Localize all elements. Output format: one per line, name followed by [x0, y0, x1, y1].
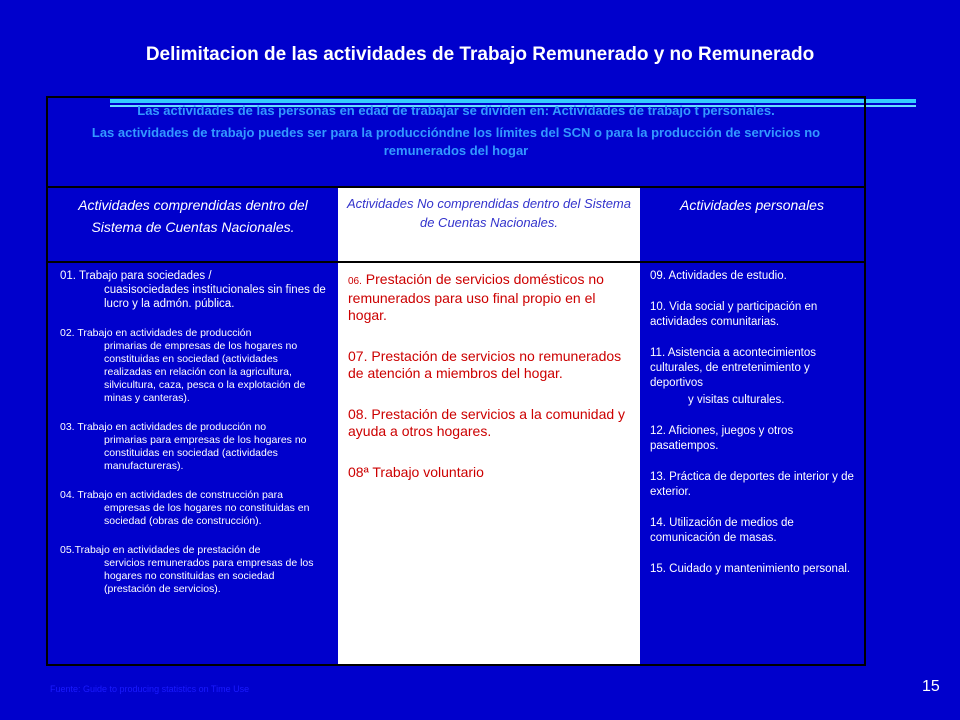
item-head: 02. Trabajo en actividades de producción: [60, 327, 252, 339]
list-item: [650, 470, 856, 500]
item-text: 15. Cuidado y mantenimiento personal.: [650, 563, 851, 575]
item-text: 08. Prestación de servicios a la comunidad y ayuda a otros hogares.: [348, 406, 626, 439]
item-rest: primarias para empresas de los hogares no constituidas en sociedad (actividades manufactureras).: [104, 434, 307, 472]
item-rest: cuasisociedades institucionales sin fines de lucro y la admón. pública.: [104, 284, 326, 310]
header-non-sna-activities: Actividades No comprendidas dentro del Sistema de Cuentas Nacionales.: [338, 188, 640, 262]
item-rest: empresas de los hogares no constituidas en sociedad (obras de construcción).: [104, 502, 310, 527]
list-item: [348, 406, 630, 440]
item-text: 11. Asistencia a acontecimientos culturales, de entretenimiento y deportivos: [650, 347, 816, 389]
item-head: 03. Trabajo en actividades de producción no: [60, 421, 267, 433]
item-text: 09. Actividades de estudio.: [650, 270, 787, 282]
column-non-sna: [338, 263, 640, 664]
list-item: [60, 489, 328, 528]
intro-line-1: Las actividades de las personas en edad de trabajar se dividen en: Actividades de trabajo t personales.: [137, 103, 775, 118]
slide-title: Delimitacion de las actividades de Trabajo Remunerado y no Remunerado: [145, 44, 815, 65]
item-text: Prestación de servicios domésticos no remunerados para uso final propio en el hogar.: [348, 271, 604, 323]
list-item: [60, 544, 328, 596]
list-item: [348, 348, 630, 382]
column-sna: [48, 263, 338, 664]
item-text: 07. Prestación de servicios no remunerados de atención a miembros del hogar.: [348, 348, 622, 381]
header-sna-activities: Actividades comprendidas dentro del Sistema de Cuentas Nacionales.: [78, 197, 308, 235]
source-note: Fuente: Guide to producing statistics on Time Use: [50, 684, 250, 694]
item-rest: servicios remunerados para empresas de los hogares no constituidas en sociedad (prestación de servicios).: [104, 557, 314, 595]
list-item: [650, 269, 856, 284]
item-head: 05.Trabajo en actividades de prestación de: [60, 544, 261, 556]
list-item: [650, 300, 856, 330]
item-text: 13. Práctica de deportes de interior y de exterior.: [650, 471, 854, 498]
item-head: 04. Trabajo en actividades de construcción para: [60, 489, 283, 501]
list-item: [650, 424, 856, 454]
list-item: [650, 562, 856, 577]
page-number: 15: [922, 678, 940, 695]
item-text: 12. Aficiones, juegos y otros pasatiempos.: [650, 425, 794, 452]
list-item: [650, 346, 856, 408]
list-item: [650, 516, 856, 546]
list-item: [60, 269, 328, 311]
header-personal-activities: Actividades personales: [680, 197, 824, 213]
item-continuation: y visitas culturales.: [688, 394, 785, 406]
list-item: [60, 327, 328, 405]
item-prefix: 06.: [348, 276, 362, 287]
item-text: 14. Utilización de medios de comunicación de masas.: [650, 517, 794, 544]
item-rest: primarias de empresas de los hogares no constituidas en sociedad (actividades realizadas en relación con la agricultura, silvicultura, caza, pesca o la explotación de minas y canteras).: [104, 340, 306, 404]
item-head: 01. Trabajo para sociedades /: [60, 270, 212, 282]
column-personal: [640, 263, 864, 664]
intro-line-2: Las actividades de trabajo puedes ser para la produccióndne los límites del SCN o para la producción de servicios no remunerados del hogar: [91, 125, 821, 158]
activities-table: [46, 96, 866, 666]
item-text: 10. Vida social y participación en actividades comunitarias.: [650, 301, 818, 328]
list-item: [348, 271, 630, 324]
item-text: 08ª Trabajo voluntario: [348, 464, 484, 480]
intro-cell: [48, 98, 864, 188]
list-item: [60, 421, 328, 473]
list-item: [348, 464, 630, 481]
